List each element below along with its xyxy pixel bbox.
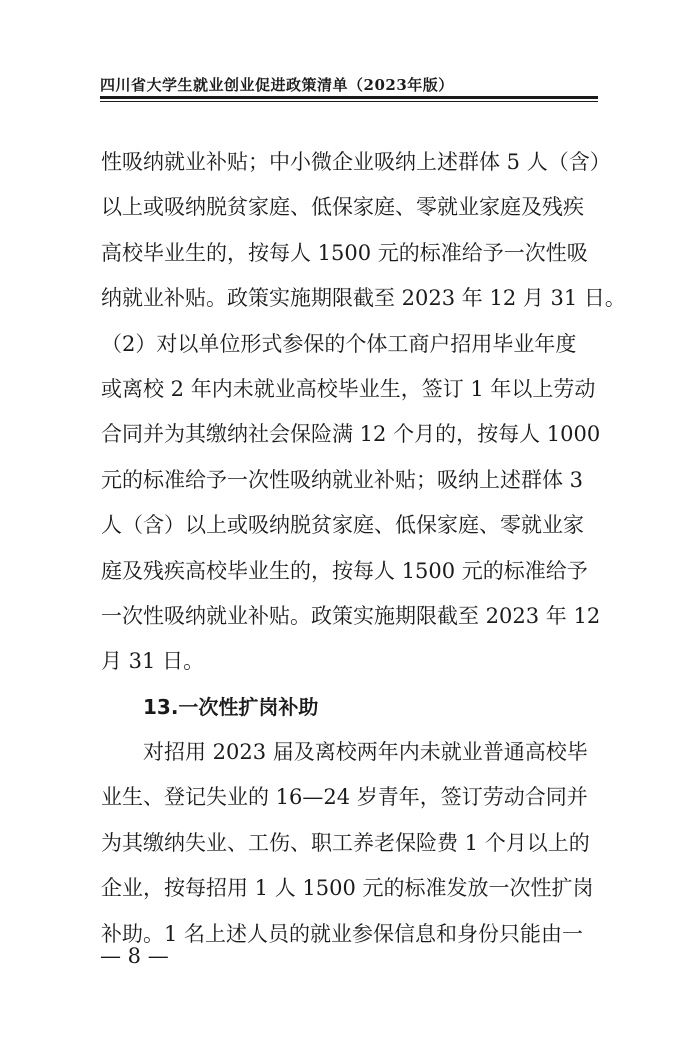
text-line: 元的标准给予一次性吸纳就业补贴；吸纳上述群体 3 — [101, 467, 584, 492]
text-line: 对招用 2023 届及离校两年内未就业普通高校毕 — [143, 740, 588, 765]
header-title: 四川省大学生就业创业促进政策清单（2023年版） — [100, 76, 454, 94]
text-line: 以上或吸纳脱贫家庭、低保家庭、零就业家庭及残疾 — [101, 195, 584, 220]
text-line: 性吸纳就业补贴；中小微企业吸纳上述群体 5 人（含） — [101, 150, 611, 174]
text-line: 高校毕业生的，按每人 1500 元的标准给予一次性吸 — [101, 240, 588, 265]
page-number: — 8 — — [100, 944, 169, 968]
header-rule-thin — [100, 101, 598, 102]
text-line: 人（含）以上或吸纳脱贫家庭、低保家庭、零就业家 — [101, 513, 584, 538]
text-line: 合同并为其缴纳社会保险满 12 个月的，按每人 1000 — [101, 422, 601, 447]
text-line: 或离校 2 年内未就业高校毕业生，签订 1 年以上劳动 — [101, 376, 596, 401]
text-line: 庭及残疾高校毕业生的，按每人 1500 元的标准给予 — [101, 558, 588, 583]
text-line: 为其缴纳失业、工伤、职工养老保险费 1 个月以上的 — [101, 830, 590, 855]
text-line: （2）对以单位形式参保的个体工商户招用毕业年度 — [101, 331, 577, 356]
text-line: 企业，按每招用 1 人 1500 元的标准发放一次性扩岗 — [101, 876, 594, 901]
section-heading: 13.一次性扩岗补助 — [143, 694, 319, 719]
running-header — [100, 62, 598, 92]
text-line: 纳就业补贴。政策实施期限截至 2023 年 12 月 31 日。 — [101, 286, 626, 311]
body-text — [101, 140, 626, 957]
text-line: 业生、登记失业的 16—24 岁青年，签订劳动合同并 — [101, 785, 588, 810]
text-line: 一次性吸纳就业补贴。政策实施期限截至 2023 年 12 — [101, 603, 601, 628]
text-line: 月 31 日。 — [101, 649, 205, 674]
header-rule-thick — [100, 96, 598, 99]
text-line: 补助。1 名上述人员的就业参保信息和身份只能由一 — [101, 921, 584, 946]
